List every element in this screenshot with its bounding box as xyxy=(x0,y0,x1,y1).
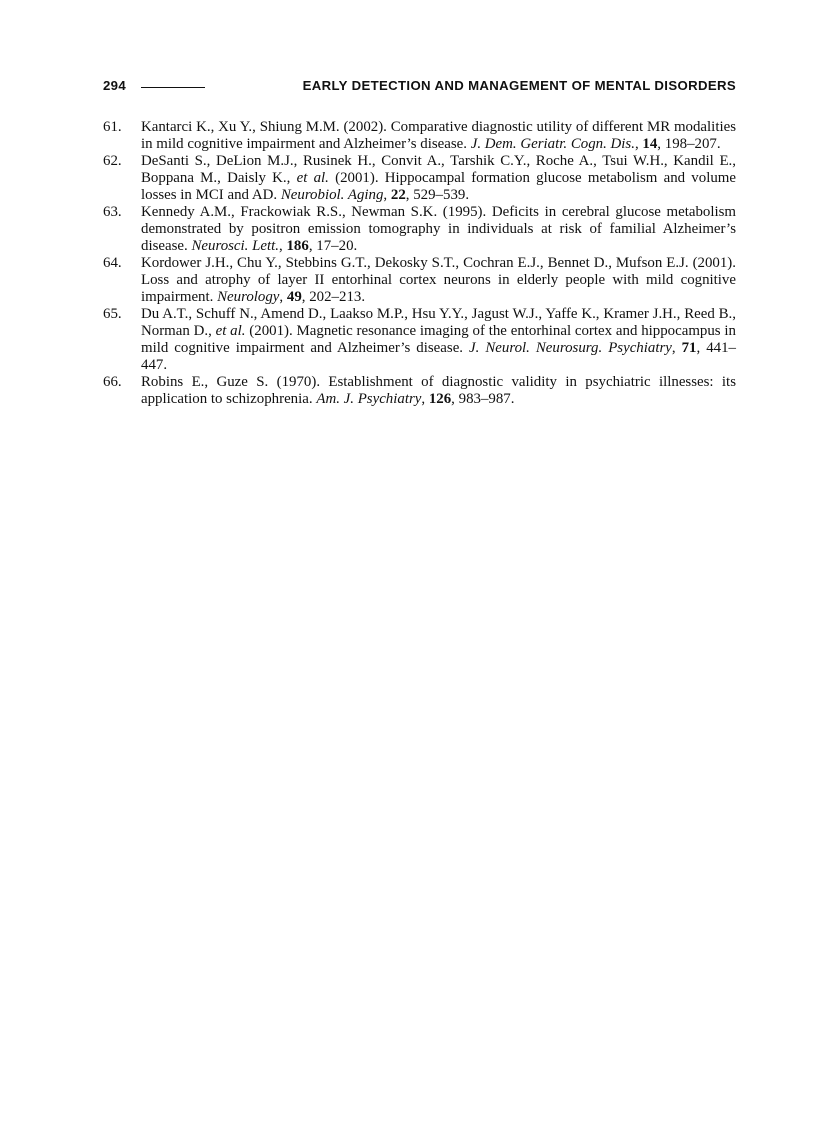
reference-pages: 202–213. xyxy=(309,289,366,305)
reference-title: (2001). Hippocampal formation glucose metabolism and volume losses in MCI and AD. xyxy=(141,170,736,203)
reference-citation: DeSanti S., DeLion M.J., Rusinek H., Convit A., Tarshik C.Y., Roche A., Tsui W.H., Kandil E., Boppana M., Daisly K., xyxy=(141,153,736,186)
reference-volume: 186 xyxy=(286,238,309,254)
reference-number: 61. xyxy=(103,119,122,135)
reference-journal: J. Neurol. Neurosurg. Psychiatry xyxy=(469,340,672,356)
reference-volume: 126 xyxy=(428,391,452,407)
running-head xyxy=(103,78,736,98)
reference-number: 62. xyxy=(103,153,122,169)
book-page xyxy=(103,78,736,423)
reference-journal: Neurology xyxy=(217,289,280,305)
running-title: EARLY DETECTION AND MANAGEMENT OF MENTAL DISORDERS xyxy=(302,78,736,93)
reference-journal: J. Dem. Geriatr. Cogn. Dis. xyxy=(470,136,635,152)
reference-journal: Neurobiol. Aging xyxy=(280,187,384,203)
reference-volume: 49 xyxy=(286,289,302,305)
reference-pages: 441–447. xyxy=(141,340,736,373)
reference-citation: Du A.T., Schuff N., Amend D., Laakso M.P., Hsu Y.Y., Jagust W.J., Yaffe K., Kramer J.H., Reed B., Norman D., xyxy=(141,306,736,339)
reference-list xyxy=(103,119,736,408)
reference-text: Kordower J.H., Chu Y., Stebbins G.T., Dekosky S.T., Cochran E.J., Bennet D., Mufson E.J. (2001). Loss and atrophy of layer II entorhinal cortex neurons in elderly people with mild cognitive impairment. Neurology, 49, 202–213. xyxy=(141,255,736,305)
reference-item xyxy=(103,119,736,153)
reference-citation: Kantarci K., Xu Y., Shiung M.M. (2002). Comparative diagnostic utility of different MR modalities in mild cognitive impairment and Alzheimer’s disease. xyxy=(141,119,736,152)
page-number: 294 xyxy=(103,78,127,93)
reference-citation: Robins E., Guze S. (1970). Establishment of diagnostic validity in psychiatric illnesses: its application to schizophrenia. xyxy=(141,374,736,407)
reference-et-al: et al. xyxy=(296,170,329,186)
reference-number: 63. xyxy=(103,204,122,220)
reference-item xyxy=(103,255,736,306)
reference-item xyxy=(103,153,736,204)
header-rule xyxy=(141,87,205,88)
reference-volume: 22 xyxy=(390,187,406,203)
reference-journal: Am. J. Psychiatry xyxy=(316,391,422,407)
reference-number: 65. xyxy=(103,306,122,322)
reference-pages: 983–987. xyxy=(458,391,515,407)
reference-text: Kantarci K., Xu Y., Shiung M.M. (2002). Comparative diagnostic utility of different MR modalities in mild cognitive impairment and Alzheimer’s disease. J. Dem. Geriatr. Cogn. Dis., 14, 198–207. xyxy=(141,119,736,152)
reference-et-al: et al. xyxy=(215,323,246,339)
reference-pages: 17–20. xyxy=(316,238,358,254)
reference-item xyxy=(103,306,736,374)
reference-text: Du A.T., Schuff N., Amend D., Laakso M.P., Hsu Y.Y., Jagust W.J., Yaffe K., Kramer J.H., Reed B., Norman D., et al. (2001). Magnetic resonance imaging of the entorhinal cortex and hippocampus in mild cognitive impairment and Alzheimer’s disease. J. Neurol. Neurosurg. Psychiatry, 71, 441–447. xyxy=(141,306,736,373)
reference-journal: Neurosci. Lett. xyxy=(191,238,280,254)
reference-text: Robins E., Guze S. (1970). Establishment of diagnostic validity in psychiatric illnesses: its application to schizophrenia. Am. J. Psychiatry, 126, 983–987. xyxy=(141,374,736,407)
reference-number: 66. xyxy=(103,374,122,390)
reference-item xyxy=(103,374,736,408)
reference-citation: Kennedy A.M., Frackowiak R.S., Newman S.K. (1995). Deficits in cerebral glucose metabolism demonstrated by positron emission tomography in individuals at risk of familial Alzheimer’s disease. xyxy=(141,204,736,254)
reference-volume: 71 xyxy=(681,340,697,356)
reference-text: Kennedy A.M., Frackowiak R.S., Newman S.K. (1995). Deficits in cerebral glucose metabolism demonstrated by positron emission tomography in individuals at risk of familial Alzheimer’s disease. Neurosci. Lett., 186, 17–20. xyxy=(141,204,736,254)
reference-pages: 198–207. xyxy=(664,136,721,152)
reference-title: (2001). Magnetic resonance imaging of the entorhinal cortex and hippocampus in mild cognitive impairment and Alzheimer’s disease. xyxy=(141,323,736,356)
reference-volume: 14 xyxy=(642,136,658,152)
reference-item xyxy=(103,204,736,255)
reference-number: 64. xyxy=(103,255,122,271)
reference-text: DeSanti S., DeLion M.J., Rusinek H., Convit A., Tarshik C.Y., Roche A., Tsui W.H., Kandil E., Boppana M., Daisly K., et al. (2001). Hippocampal formation glucose metabolism and volume losses in MCI and AD. Neurobiol. Aging, 22, 529–539. xyxy=(141,153,736,203)
reference-pages: 529–539. xyxy=(413,187,470,203)
reference-citation: Kordower J.H., Chu Y., Stebbins G.T., Dekosky S.T., Cochran E.J., Bennet D., Mufson E.J. (2001). Loss and atrophy of layer II entorhinal cortex neurons in elderly people with mild cognitive impairment. xyxy=(141,255,736,305)
